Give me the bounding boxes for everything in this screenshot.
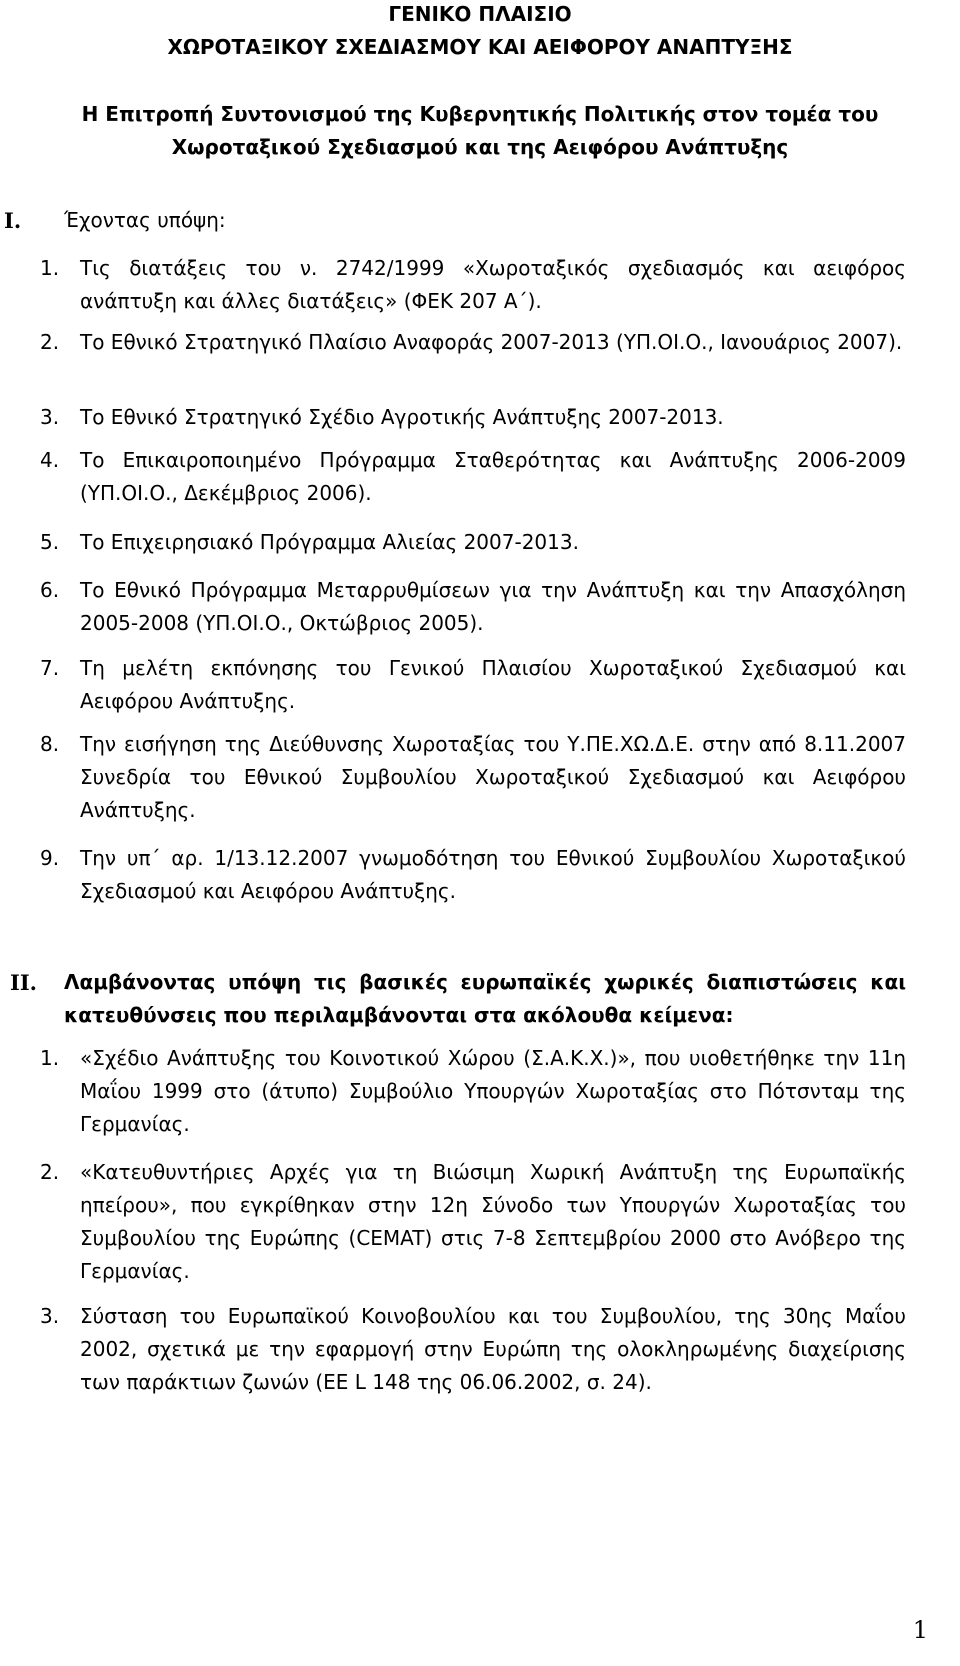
- list-item-number: 1.: [40, 256, 60, 280]
- page-number: 1: [912, 1616, 928, 1644]
- list-item-number: 2.: [40, 330, 60, 354]
- list-item-text: Τις διατάξεις του ν. 2742/1999 «Χωροταξικός σχεδιασμός και αειφόρος ανάπτυξη και άλλες διατάξεις» (ΦΕΚ 207 Α΄).: [80, 256, 906, 313]
- subtitle-line: Χωροταξικού Σχεδιασμού και της Αειφόρου Ανάπτυξης: [171, 135, 789, 159]
- list-item-text: «Σχέδιο Ανάπτυξης του Κοινοτικού Χώρου (Σ.Α.Κ.Χ.)», που υιοθετήθηκε την 11η Μαΐου 1999 στο (άτυπο) Συμβούλιο Υπουργών Χωροταξίας στο Πότσνταμ της Γερμανίας.: [80, 1046, 906, 1136]
- list-item-number: 1.: [40, 1046, 60, 1070]
- document-subtitle: [0, 98, 960, 164]
- list-item-number: 4.: [40, 448, 60, 472]
- list-item-text: «Κατευθυντήριες Αρχές για τη Βιώσιμη Χωρική Ανάπτυξη της Ευρωπαϊκής ηπείρου», που εγκρίθηκαν στην 12η Σύνοδο των Υπουργών Χωροταξίας του Συμβουλίου της Ευρώπης (CEMAT) στις 7-8 Σεπτεμβρίου 2000 στο Ανόβερο της Γερμανίας.: [80, 1160, 906, 1283]
- list-item-text: Τη μελέτη εκπόνησης του Γενικού Πλαισίου Χωροταξικού Σχεδιασμού και Αειφόρου Ανάπτυξης.: [80, 656, 906, 713]
- list-item-text: Σύσταση του Ευρωπαϊκού Κοινοβουλίου και του Συμβουλίου, της 30ης Μαΐου 2002, σχετικά με την εφαρμογή στην Ευρώπη της ολοκληρωμένης διαχείρισης των παράκτιων ζωνών (ΕΕ L 148 της 06.06.2002, σ. 24).: [80, 1304, 906, 1394]
- list-item-number: 3.: [40, 405, 60, 429]
- list-item-number: 7.: [40, 656, 60, 680]
- list-item-number: 8.: [40, 732, 60, 756]
- section-2-numeral: II.: [10, 970, 37, 995]
- section-1-numeral: I.: [4, 208, 22, 233]
- list-item-text: Το Επικαιροποιημένο Πρόγραμμα Σταθερότητας και Ανάπτυξης 2006-2009 (ΥΠ.ΟΙ.Ο., Δεκέμβριος 2006).: [80, 448, 906, 505]
- list-item-number: 9.: [40, 846, 60, 870]
- list-item-text: Την υπ΄ αρ. 1/13.12.2007 γνωμοδότηση του Εθνικού Συμβουλίου Χωροταξικού Σχεδιασμού και Αειφόρου Ανάπτυξης.: [80, 846, 906, 903]
- section-2-header: [0, 966, 960, 1036]
- title-line: ΧΩΡΟΤΑΞΙΚΟΥ ΣΧΕΔΙΑΣΜΟΥ ΚΑΙ ΑΕΙΦΟΡΟΥ ΑΝΑΠΤΥΞΗΣ: [167, 35, 793, 59]
- section-1-header: [0, 204, 960, 237]
- section-2-heading: Λαμβάνοντας υπόψη τις βασικές ευρωπαϊκές χωρικές διαπιστώσεις και κατευθύνσεις που περιλαμβάνονται στα ακόλουθα κείμενα:: [64, 970, 906, 1027]
- list-item-number: 6.: [40, 578, 60, 602]
- title-line: ΓΕΝΙΚΟ ΠΛΑΙΣΙΟ: [388, 2, 572, 26]
- list-item-number: 3.: [40, 1304, 60, 1328]
- list-item-text: Το Εθνικό Στρατηγικό Σχέδιο Αγροτικής Ανάπτυξης 2007-2013.: [80, 405, 724, 429]
- document-title: [0, 0, 960, 64]
- list-item-text: Το Επιχειρησιακό Πρόγραμμα Αλιείας 2007-2013.: [80, 530, 579, 554]
- subtitle-line: Η Επιτροπή Συντονισμού της Κυβερνητικής Πολιτικής στον τομέα του: [81, 102, 879, 126]
- section-1-heading: Έχοντας υπόψη:: [64, 208, 226, 232]
- list-item-text: Το Εθνικό Στρατηγικό Πλαίσιο Αναφοράς 2007-2013 (ΥΠ.ΟΙ.Ο., Ιανουάριος 2007).: [80, 330, 903, 354]
- list-item-text: Την εισήγηση της Διεύθυνσης Χωροταξίας του Υ.ΠΕ.ΧΩ.Δ.Ε. στην από 8.11.2007 Συνεδρία του Εθνικού Συμβουλίου Χωροταξικού Σχεδιασμού και Αειφόρου Ανάπτυξης.: [80, 732, 906, 822]
- list-item-number: 2.: [40, 1160, 60, 1184]
- list-item-number: 5.: [40, 530, 60, 554]
- list-item-text: Το Εθνικό Πρόγραμμα Μεταρρυθμίσεων για την Ανάπτυξη και την Απασχόληση 2005-2008 (ΥΠ.ΟΙ.Ο., Οκτώβριος 2005).: [80, 578, 906, 635]
